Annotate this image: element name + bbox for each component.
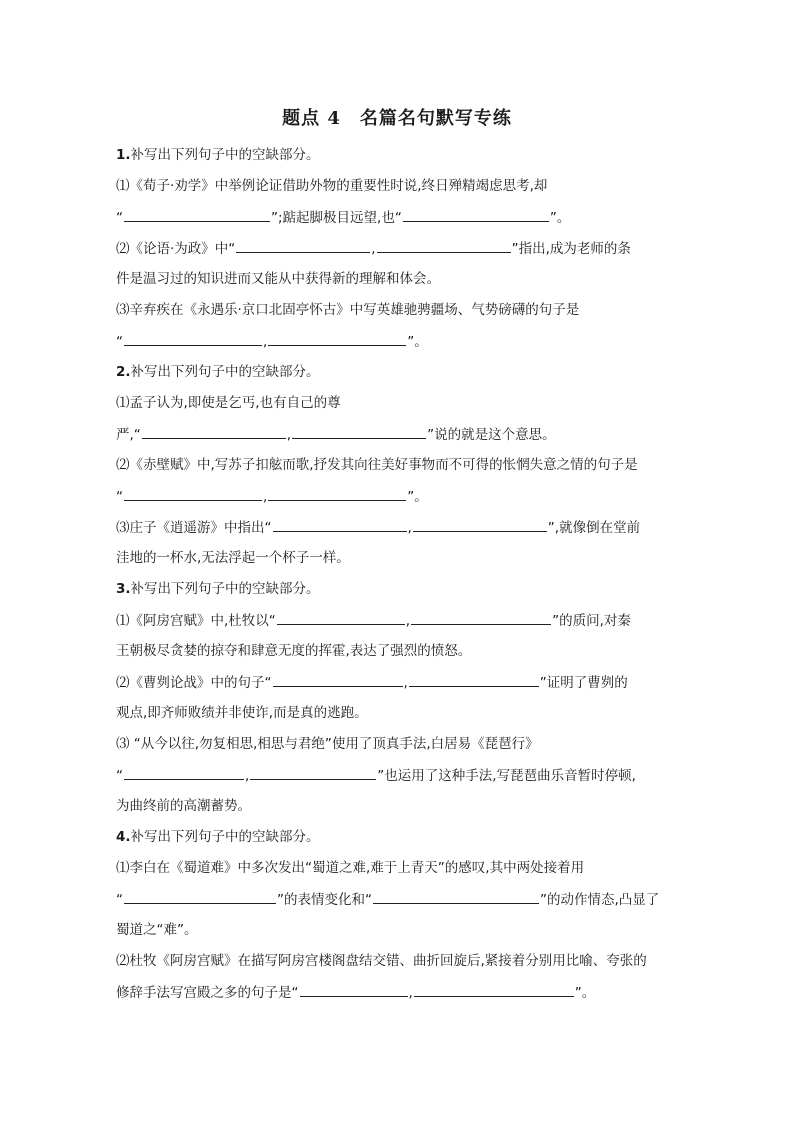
- q3-item-2-line-1: [116, 672, 716, 693]
- text: ”说的就是这个意思。: [427, 427, 556, 443]
- text: ,: [403, 675, 408, 691]
- text: ,: [371, 241, 376, 257]
- q1-item-3-line-1: ⑶辛弃疾在《永遇乐·京口北固亭怀古》中写英雄驰骋疆场、气势磅礴的句子是: [116, 302, 580, 318]
- answer-blank[interactable]: [409, 672, 539, 687]
- question-3-heading: [116, 579, 716, 599]
- text: ,: [245, 768, 250, 784]
- text: “: [116, 334, 123, 350]
- q4-item-1-line-1: ⑴李白在《蜀道难》中多次发出“蜀道之难,难于上青天”的感叹,其中两处接着用: [116, 860, 585, 876]
- answer-blank[interactable]: [124, 207, 270, 222]
- text: 修辞手法写宫殿之多的句子是“: [116, 985, 299, 1001]
- q1-item-1-line-1: ⑴《荀子·劝学》中举例论证借助外物的重要性时说,终日殚精竭虑思考,却: [116, 178, 548, 194]
- answer-blank[interactable]: [403, 207, 549, 222]
- q3-item-2-line-2: 观点,即齐师败绩并非使诈,而是真的逃跑。: [116, 705, 368, 721]
- question-4-instruction: 补写出下列句子中的空缺部分。: [130, 829, 320, 845]
- text: ”。: [549, 210, 571, 226]
- text: ”的动作情态,凸显了: [540, 892, 660, 908]
- question-1-instruction: 补写出下列句子中的空缺部分。: [130, 147, 320, 163]
- q3-item-3-line-1: ⑶ “从今以往,勿复相思,相思与君绝”使用了顶真手法,白居易《琵琶行》: [116, 736, 539, 752]
- answer-blank[interactable]: [124, 486, 262, 501]
- text: ”,就像倒在堂前: [547, 520, 641, 536]
- answer-blank[interactable]: [411, 610, 551, 625]
- text: ”的质问,对秦: [552, 613, 631, 629]
- answer-blank[interactable]: [414, 982, 574, 997]
- text: ,: [286, 427, 292, 443]
- question-2-instruction: 补写出下列句子中的空缺部分。: [130, 364, 320, 380]
- answer-blank[interactable]: [124, 765, 244, 780]
- answer-blank[interactable]: [236, 238, 370, 253]
- text: ⑴《阿房宫赋》中,杜牧以“: [116, 613, 276, 629]
- q3-item-1-line-2: 王朝极尽贪婪的掠夺和肆意无度的挥霍,表达了强烈的愤怒。: [116, 643, 472, 659]
- q1-item-1-line-2: [116, 207, 716, 228]
- answer-blank[interactable]: [300, 982, 408, 997]
- text: ”也运用了这种手法,写琵琶曲乐音暂时停顿,: [377, 768, 636, 784]
- q4-item-2-line-2: [116, 982, 716, 1003]
- q4-item-1-line-3: 蜀道之“难”。: [116, 922, 198, 938]
- text: ”;踮起脚极目远望,也“: [271, 210, 402, 226]
- question-2-heading: [116, 362, 716, 382]
- answer-blank[interactable]: [273, 672, 403, 687]
- text: ”证明了曹刿的: [539, 675, 628, 691]
- answer-blank[interactable]: [268, 486, 406, 501]
- text: ,: [263, 489, 268, 505]
- answer-blank[interactable]: [413, 517, 547, 532]
- text: ,: [407, 520, 412, 536]
- q2-item-1-line-2: [116, 424, 716, 445]
- q2-item-3-line-2: 洼地的一杯水,无法浮起一个杯子一样。: [116, 550, 350, 566]
- q2-item-2-line-1: ⑵《赤壁赋》中,写苏子扣舷而歌,抒发其向往美好事物而不可得的怅惘失意之情的句子是: [116, 457, 638, 473]
- text: ”。: [574, 985, 596, 1001]
- answer-blank[interactable]: [142, 424, 286, 439]
- answer-blank[interactable]: [377, 238, 511, 253]
- question-4-number: 4.: [116, 829, 131, 845]
- q1-item-2-line-2: 件是温习过的知识进而又能从中获得新的理解和体会。: [116, 271, 440, 287]
- text: ,: [408, 985, 413, 1001]
- text: ⑵《论语·为政》中“: [116, 241, 236, 257]
- text: “: [116, 892, 123, 908]
- question-1-heading: [116, 145, 716, 165]
- q2-item-2-line-2: [116, 486, 716, 507]
- question-3-instruction: 补写出下列句子中的空缺部分。: [130, 581, 320, 597]
- q2-item-1-line-1: ⑴孟子认为,即使是乞丐,也有自己的尊: [116, 395, 341, 411]
- q3-item-3-line-2: [116, 765, 716, 786]
- question-3-number: 3.: [116, 581, 131, 597]
- text: “: [116, 489, 123, 505]
- question-4-heading: [116, 827, 716, 847]
- text: “: [116, 210, 123, 226]
- q3-item-3-line-3: 为曲终前的高潮蓄势。: [116, 798, 251, 814]
- text: ⑵《曹刿论战》中的句子“: [116, 675, 272, 691]
- text: ,: [263, 334, 268, 350]
- answer-blank[interactable]: [250, 765, 376, 780]
- answer-blank[interactable]: [268, 331, 406, 346]
- question-1-number: 1.: [116, 147, 131, 163]
- answer-blank[interactable]: [277, 610, 405, 625]
- answer-blank[interactable]: [292, 424, 426, 439]
- text: “: [116, 768, 123, 784]
- text: ”。: [407, 334, 428, 350]
- text: ,: [405, 613, 411, 629]
- q4-item-2-line-1: ⑵杜牧《阿房宫赋》在描写阿房宫楼阁盘结交错、曲折回旋后,紧接着分别用比喻、夸张的: [116, 953, 647, 969]
- page-title: 题点 4 名篇名句默写专练: [282, 108, 512, 129]
- answer-blank[interactable]: [124, 889, 276, 904]
- answer-blank[interactable]: [124, 331, 262, 346]
- answer-blank[interactable]: [373, 889, 539, 904]
- q2-item-3-line-1: [116, 517, 716, 538]
- text: ”。: [407, 489, 428, 505]
- q3-item-1-line-1: [116, 610, 716, 631]
- q1-item-2-line-1: [116, 238, 716, 259]
- answer-blank[interactable]: [273, 517, 407, 532]
- text: ⑶庄子《逍遥游》中指出“: [116, 520, 272, 536]
- question-2-number: 2.: [116, 364, 131, 380]
- q4-item-1-line-2: [116, 889, 716, 910]
- text: ”的表情变化和“: [277, 892, 372, 908]
- q1-item-3-line-2: [116, 331, 716, 352]
- text: ”指出,成为老师的条: [511, 241, 631, 257]
- text: 严,“: [116, 427, 141, 443]
